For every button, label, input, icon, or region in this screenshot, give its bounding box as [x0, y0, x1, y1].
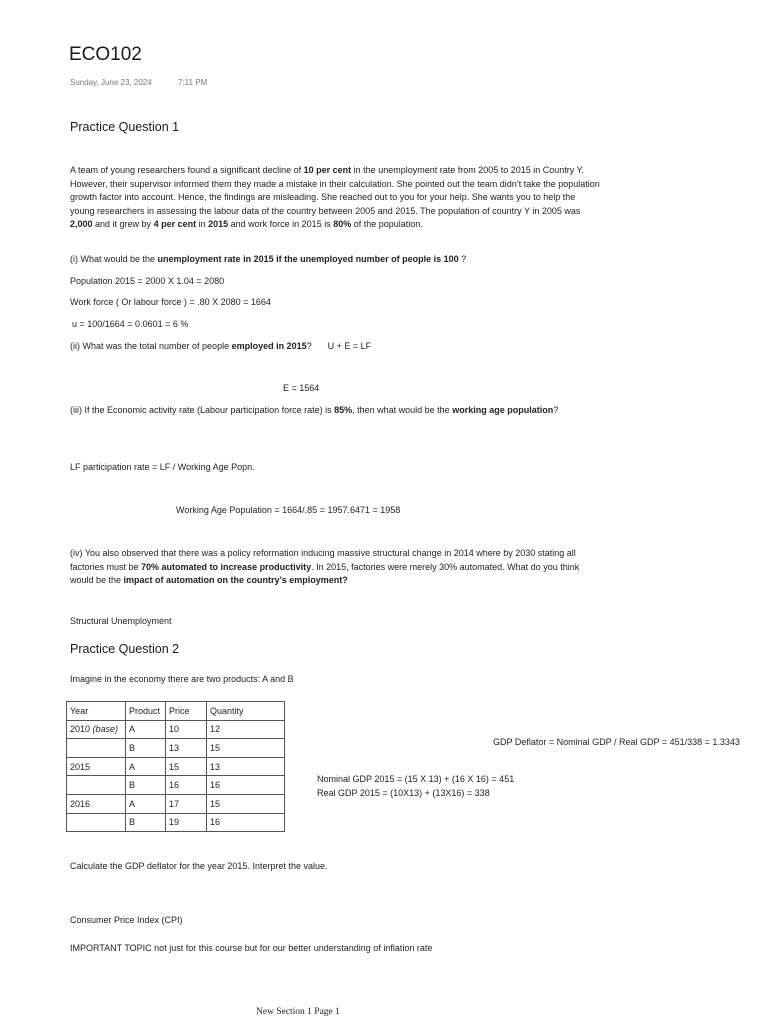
q1-part-iii: (iii) If the Economic activity rate (Labour participation force rate) is 85%, then what would be the working age population?	[70, 405, 559, 415]
cpi-heading: Consumer Price Index (CPI)	[70, 915, 183, 925]
base-label: (base)	[92, 724, 119, 735]
cell-product: A	[126, 757, 166, 776]
cell-year	[67, 813, 126, 832]
cell-year	[67, 776, 126, 795]
cell-year: 2015	[67, 757, 126, 776]
cell-price: 17	[166, 794, 207, 813]
cell-quantity: 16	[207, 813, 285, 832]
cell-quantity: 15	[207, 794, 285, 813]
q1-part-ii: (ii) What was the total number of people employed in 2015? U + E = LF	[70, 341, 372, 351]
calc-unemployment-rate: u = 100/1664 = 0.0601 = 6 %	[72, 319, 189, 329]
cell-product: A	[126, 794, 166, 813]
cell-quantity: 12	[207, 720, 285, 739]
table-row	[67, 739, 285, 758]
cell-price: 19	[166, 813, 207, 832]
q1-intro-paragraph: A team of young researchers found a significant decline of 10 per cent in the unemployment rate from 2005 to 2015 in Country Y. However, their supervisor informed them they made a mistake in their calculation. She pointed out the team didn’t take the population growth factor into account. Hence, the findings are misleading. She reached out to you for your help. She wants you to help the young researchers in assessing the labour data of the country between 2005 and 2015. The population of country Y in 2005 was 2,000 and it grew by 4 per cent in 2015 and work force in 2015 is 80% of the population.	[70, 165, 600, 230]
part-ii-note: U + E = LF	[327, 341, 372, 351]
answer-structural-unemployment: Structural Unemployment	[70, 616, 172, 626]
q1-part-i: (i) What would be the unemployment rate in 2015 if the unemployed number of people is 100 ?	[70, 254, 467, 264]
header-quantity: Quantity	[207, 702, 285, 721]
q2-heading: Practice Question 2	[70, 642, 180, 656]
cell-product: A	[126, 720, 166, 739]
cpi-important-note: IMPORTANT TOPIC not just for this course but for our better understanding of inflation rate	[70, 943, 433, 953]
gdp-table	[66, 701, 285, 832]
table-row	[67, 720, 285, 739]
page-time: 7:11 PM	[178, 78, 208, 87]
cell-price: 16	[166, 776, 207, 795]
table-row	[67, 813, 285, 832]
cell-quantity: 15	[207, 739, 285, 758]
cell-product: B	[126, 776, 166, 795]
table-header-row	[67, 702, 285, 721]
q2-task: Calculate the GDP deflator for the year 2015. Interpret the value.	[70, 861, 328, 871]
cell-year: 2010 (base)	[67, 720, 126, 739]
cell-price: 13	[166, 739, 207, 758]
q1-heading: Practice Question 1	[70, 120, 180, 134]
cell-price: 10	[166, 720, 207, 739]
real-gdp-calc: Real GDP 2015 = (10X13) + (13X16) = 338	[317, 788, 490, 798]
cell-year: 2016	[67, 794, 126, 813]
table-row	[67, 757, 285, 776]
cell-product: B	[126, 739, 166, 758]
cell-product: B	[126, 813, 166, 832]
calc-lf-participation: LF participation rate = LF / Working Age Popn.	[70, 462, 255, 472]
page-date: Sunday, June 23, 2024	[70, 78, 152, 87]
gdp-deflator-calc: GDP Deflator = Nominal GDP / Real GDP = 451/338 = 1.3343	[493, 737, 740, 747]
cell-quantity: 16	[207, 776, 285, 795]
q2-intro: Imagine in the economy there are two products: A and B	[70, 674, 294, 684]
page-footer: New Section 1 Page 1	[256, 1007, 340, 1017]
header-price: Price	[166, 702, 207, 721]
table-row	[67, 776, 285, 795]
q1-part-iv: (iv) You also observed that there was a policy reformation inducing massive structural change in 2014 where by 2030 stating all factories must be 70% automated to increase productivity. In 2015, factories were merely 30% automated. What do you think would be the impact of automation on the country’s employment?	[70, 548, 580, 586]
nominal-gdp-calc: Nominal GDP 2015 = (15 X 13) + (16 X 16) = 451	[317, 774, 515, 784]
header-product: Product	[126, 702, 166, 721]
calc-employed: E = 1564	[283, 383, 320, 393]
calc-workforce: Work force ( Or labour force ) = .80 X 2080 = 1664	[70, 297, 271, 307]
cell-price: 15	[166, 757, 207, 776]
page-title: ECO102	[69, 44, 142, 65]
cell-year	[67, 739, 126, 758]
cell-quantity: 13	[207, 757, 285, 776]
table-row	[67, 794, 285, 813]
calc-working-age-pop: Working Age Population = 1664/.85 = 1957.6471 = 1958	[176, 505, 401, 515]
calc-population: Population 2015 = 2000 X 1.04 = 2080	[70, 276, 225, 286]
header-year: Year	[67, 702, 126, 721]
